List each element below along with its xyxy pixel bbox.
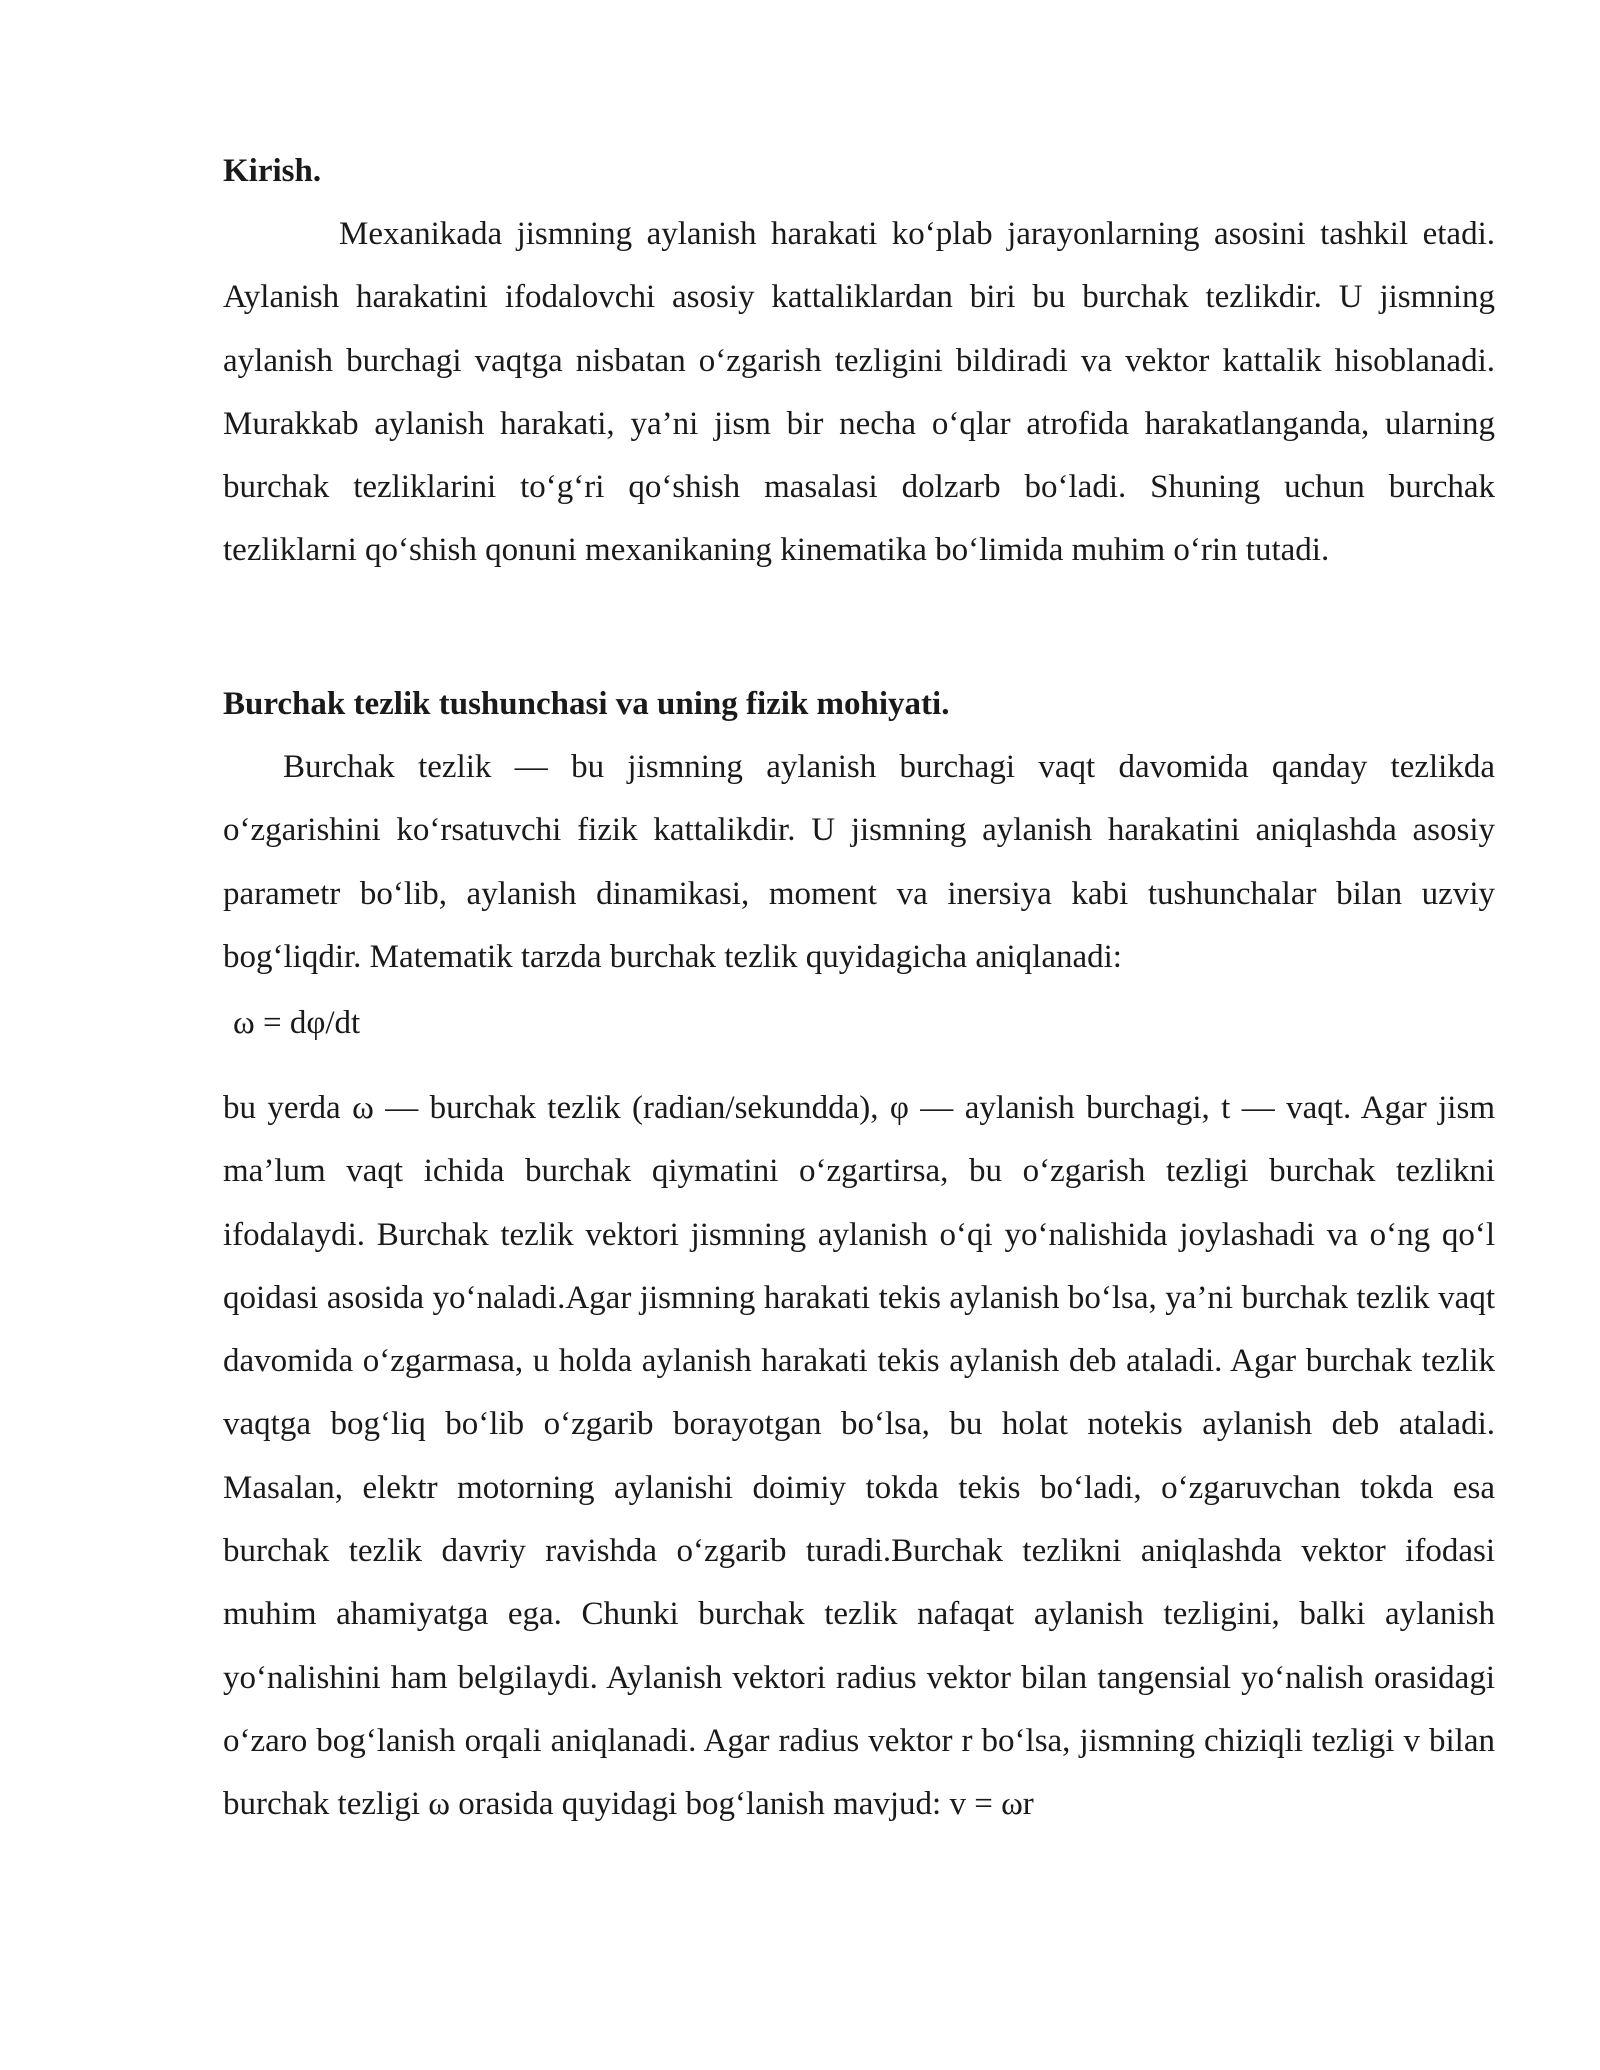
intro-paragraph: Mexanikada jismning aylanish harakati ko‘plab jarayonlarning asosini tashkil etadi. Aylanish harakatini ifodalovchi asosiy kattaliklardan biri bu burchak tezlikdir. U jismning aylanish burchagi vaqtga nisbatan o‘zgarish tezligini bildiradi va vektor kattalik hisoblanadi. Murakkab aylanish harakati, ya’ni jism bir necha o‘qlar atrofida harakatlanganda, ularning burchak tezliklarini to‘g‘ri qo‘shish masalasi dolzarb bo‘ladi. Shuning uchun burchak tezliklarni qo‘shish qonuni mexanikaning kinematika bo‘limida muhim o‘rin tutadi.	[223, 216, 1495, 569]
angular-velocity-formula: ω = dφ/dt	[233, 1005, 361, 1041]
section-heading-concept: Burchak tezlik tushunchasi va uning fizik mohiyati.	[223, 686, 950, 722]
explanation-paragraph: bu yerda ω — burchak tezlik (radian/sekundda), φ — aylanish burchagi, t — vaqt. Agar jism ma’lum vaqt ichida burchak qiymatini o‘zgartirsa, bu o‘zgarish tezligi burchak tezlikni ifodalaydi. Burchak tezlik vektori jismning aylanish o‘qi yo‘nalishida joylashadi va o‘ng qo‘l qoidasi asosida yo‘naladi.Agar jismning harakati tekis aylanish bo‘lsa, ya’ni burchak tezlik vaqt davomida o‘zgarmasa, u holda aylanish harakati tekis aylanish deb ataladi. Agar burchak tezlik vaqtga bog‘liq bo‘lib o‘zgarib borayotgan bo‘lsa, bu holat notekis aylanish deb ataladi. Masalan, elektr motorning aylanishi doimiy tokda tekis bo‘ladi, o‘zgaruvchan tokda esa burchak tezlik davriy ravishda o‘zgarib turadi.Burchak tezlikni aniqlashda vektor ifodasi muhim ahamiyatga ega. Chunki burchak tezlik nafaqat aylanish tezligini, balki aylanish yo‘nalishini ham belgilaydi. Aylanish vektori radius vektor bilan tangensial yo‘nalish orasidagi o‘zaro bog‘lanish orqali aniqlanadi. Agar radius vektor r bo‘lsa, jismning chiziqli tezligi v bilan burchak tezligi ω orasida quyidagi bog‘lanish mavjud: v = ωr	[223, 1090, 1495, 1823]
concept-paragraph: Burchak tezlik — bu jismning aylanish burchagi vaqt davomida qanday tezlikda o‘zgarishini ko‘rsatuvchi fizik kattalikdir. U jismning aylanish harakatini aniqlashda asosiy parametr bo‘lib, aylanish dinamikasi, moment va inersiya kabi tushunchalar bilan uzviy bog‘liqdir. Matematik tarzda burchak tezlik quyidagicha aniqlanadi:	[223, 749, 1495, 975]
section-heading-intro: Kirish.	[223, 153, 322, 189]
